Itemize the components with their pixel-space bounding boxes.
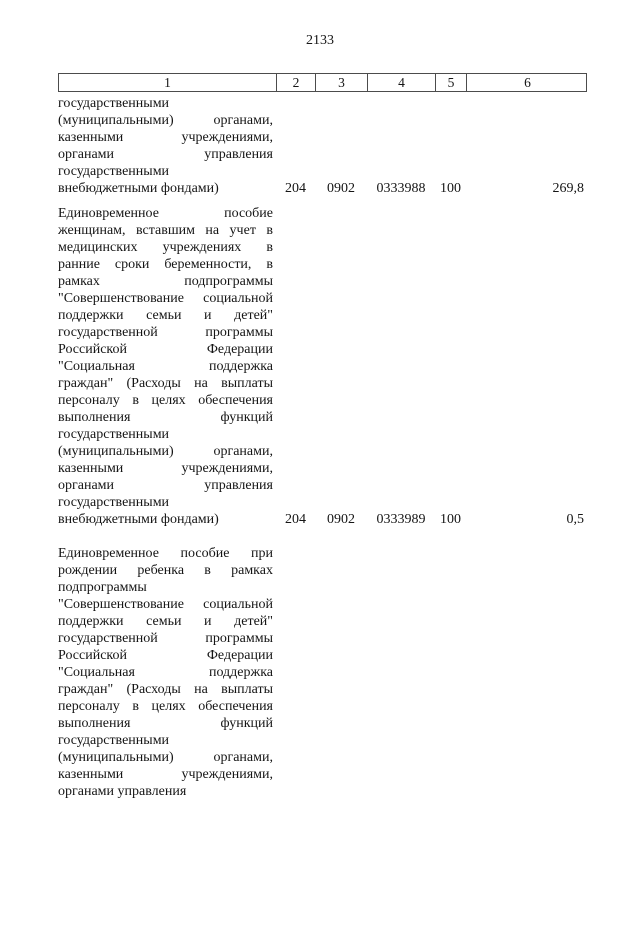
description-line: поддержки семьи и детей" (58, 308, 273, 323)
expense-type-code: 100 (440, 512, 461, 527)
description-line: органами управления (58, 147, 273, 162)
header-cell-3: 3 (316, 74, 368, 91)
description-line: (муниципальными) органами, (58, 113, 273, 128)
target-article-code: 0333988 (376, 181, 426, 196)
header-cell-4: 4 (368, 74, 436, 91)
target-article-code: 0333989 (376, 512, 426, 527)
description-line: выполнения функций (58, 410, 273, 425)
description-line: рамках подпрограммы (58, 274, 273, 289)
row-description (58, 95, 276, 197)
table-row (58, 205, 587, 528)
description-line: "Совершенствование социальной (58, 291, 273, 306)
description-line: "Совершенствование социальной (58, 597, 273, 612)
description-line: органами управления (58, 784, 187, 799)
table-header-row (58, 73, 587, 92)
header-cell-2: 2 (277, 74, 316, 91)
header-cell-5: 5 (436, 74, 467, 91)
description-line: государственными (58, 733, 170, 748)
budget-table (58, 73, 587, 800)
description-line: "Социальная поддержка (58, 359, 273, 374)
description-line: внебюджетными фондами) (58, 181, 219, 196)
table-row (58, 95, 587, 197)
table-body (58, 95, 587, 800)
description-line: (муниципальными) органами, (58, 750, 273, 765)
description-line: государственными (58, 164, 170, 179)
description-line: Единовременное пособие (58, 206, 273, 221)
expense-type-code: 100 (440, 181, 461, 196)
description-line: (муниципальными) органами, (58, 444, 273, 459)
row-description (58, 545, 276, 800)
row-description (58, 205, 276, 528)
description-line: ранние сроки беременности, в (58, 257, 273, 272)
description-line: медицинских учреждениях в (58, 240, 273, 255)
header-cell-6: 6 (524, 75, 531, 90)
table-row (58, 545, 587, 800)
description-line: персоналу в целях обеспечения (58, 393, 273, 408)
description-line: женщинам, вставшим на учет в (58, 223, 273, 238)
description-line: выполнения функций (58, 716, 273, 731)
description-line: Российской Федерации (58, 342, 273, 357)
chapter-code: 204 (285, 181, 306, 196)
amount: 269,8 (552, 181, 584, 196)
amount: 0,5 (566, 512, 584, 527)
description-line: поддержки семьи и детей" (58, 614, 273, 629)
description-line: казенными учреждениями, (58, 461, 273, 476)
description-line: государственными (58, 96, 170, 111)
description-line: государственной программы (58, 325, 273, 340)
description-line: государственной программы (58, 631, 273, 646)
description-line: органами управления (58, 478, 273, 493)
chapter-code: 204 (285, 512, 306, 527)
description-line: граждан" (Расходы на выплаты (58, 682, 273, 697)
description-line: Российской Федерации (58, 648, 273, 663)
section-code: 0902 (327, 512, 355, 527)
description-line: Единовременное пособие при (58, 546, 273, 561)
header-cell-1: 1 (59, 74, 277, 91)
description-line: казенными учреждениями, (58, 130, 273, 145)
description-line: государственными (58, 495, 170, 510)
page-number: 2133 (306, 33, 334, 48)
description-line: подпрограммы (58, 580, 147, 595)
description-line: государственными (58, 427, 170, 442)
description-line: граждан" (Расходы на выплаты (58, 376, 273, 391)
description-line: "Социальная поддержка (58, 665, 273, 680)
description-line: казенными учреждениями, (58, 767, 273, 782)
description-line: внебюджетными фондами) (58, 512, 219, 527)
description-line: персоналу в целях обеспечения (58, 699, 273, 714)
section-code: 0902 (327, 181, 355, 196)
description-line: рождении ребенка в рамках (58, 563, 273, 578)
